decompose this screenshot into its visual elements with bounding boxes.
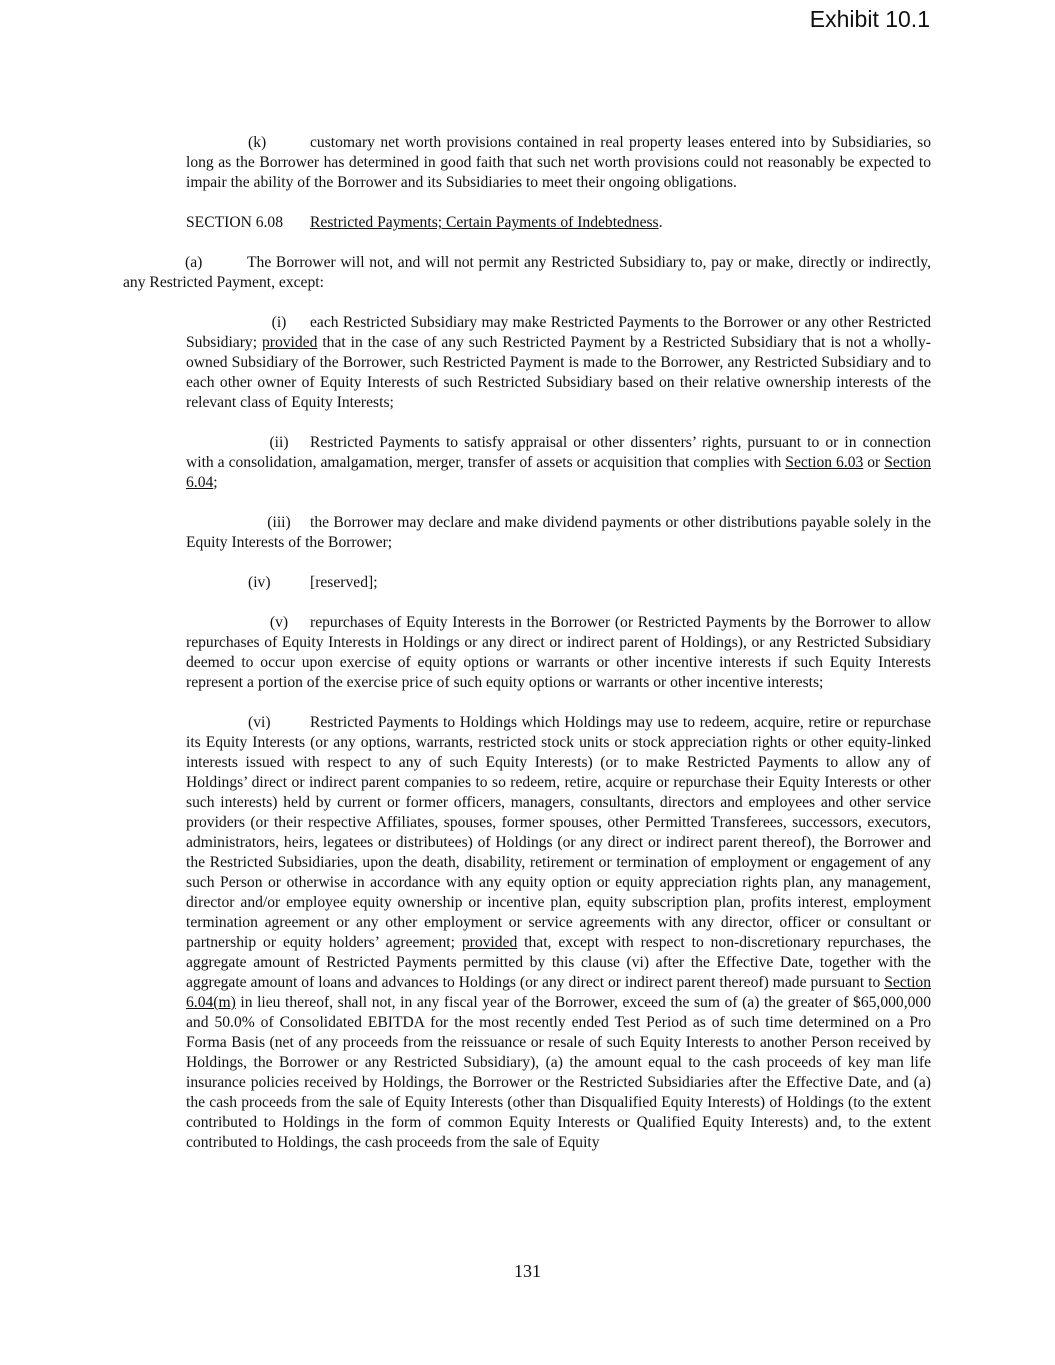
clause-text: [reserved];	[310, 574, 378, 591]
exhibit-label: Exhibit 10.1	[809, 6, 930, 32]
clause-label: (ii)	[269, 434, 289, 451]
clause-text: repurchases of Equity Interests in the Borrower (or Restricted Payments by the Borrower to allow repurchases of Equity Interests in Holdings or any direct or indirect parent of Holdings), or any Restricted Subsidiary deemed to occur upon exercise of equity options or warrants or other incentive interests if such Equity Interests represent a portion of the exercise price of such equity options or warrants or other incentive interests;	[186, 614, 931, 691]
section-reference: Section 6.04(m)	[186, 974, 931, 1011]
clause-iii	[186, 513, 931, 553]
clause-label: (vi)	[248, 714, 271, 731]
clause-v	[186, 613, 931, 693]
section-number: SECTION 6.08	[186, 214, 284, 231]
clause-label: (k)	[248, 134, 267, 151]
clause-text: customary net worth provisions contained in real property leases entered into by Subsidiaries, so long as the Borrower has determined in good faith that such net worth provisions could not reasonably be expected to impair the ability of the Borrower and its Subsidiaries to meet their ongoing obligations.	[186, 134, 931, 191]
clause-text: the Borrower may declare and make dividend payments or other distributions payable solely in the Equity Interests of the Borrower;	[186, 514, 931, 551]
clause-label: (iii)	[267, 514, 291, 531]
provided-term: provided	[261, 334, 318, 351]
provided-term: provided	[461, 934, 518, 951]
document-body	[123, 133, 931, 1173]
clause-text: The Borrower will not, and will not permit any Restricted Subsidiary to, pay or make, directly or indirectly, any Restricted Payment, except:	[123, 254, 931, 291]
clause-a	[123, 253, 931, 293]
section-heading: SECTION 6.08 Restricted Payments; Certain Payments of Indebtedness.	[186, 214, 663, 231]
clause-label: (i)	[271, 314, 287, 331]
clause-vi: (vi) Restricted Payments to Holdings which Holdings may use to redeem, acquire, retire or repurchase its Equity Interests (or any options, warrants, restricted stock units or stock appreciation rights or other equity-linked interests issued with respect to any of such Equity Interests) (or to make Restricted Payments to allow any of Holdings’ direct or indirect parent companies to so redeem, retire, acquire or repurchase their Equity Interests or other such interests) held by current or former officers, managers, consultants, directors and employees and other service providers (or their respective Affiliates, spouses, former spouses, other Permitted Transferees, successors, executors, administrators, heirs, legatees or distributees) of Holdings (or any direct or indirect parent thereof), the Borrower and the Restricted Subsidiaries, upon the death, disability, retirement or termination of employment or engagement of any such Person or otherwise in accordance with any equity option or equity appreciation rights plan, any management, director and/or employee equity ownership or incentive plan, equity subscription plan, profits interest, employment termination agreement or any other employment or service agreements with any director, officer or consultant or partnership or equity holders’ agreement; provided that, except with respect to non-discretionary repurchases, the aggregate amount of Restricted Payments permitted by this clause (vi) after the Effective Date, together with the aggregate amount of loans and advances to Holdings (or any direct or indirect parent thereof) made pursuant to Section 6.04(m) in lieu thereof, shall not, in any fiscal year of the Borrower, exceed the sum of (a) the greater of $65,000,000 and 50.0% of Consolidated EBITDA for the most recently ended Test Period as of such time determined on a Pro Forma Basis (net of any proceeds from the reissuance or resale of such Equity Interests to another Person received by Holdings, the Borrower or any Restricted Subsidiary), (a) the amount equal to the cash proceeds of key man life insurance policies received by Holdings, the Borrower or the Restricted Subsidiaries after the Effective Date, and (a) the cash proceeds from the sale of Equity Interests (other than Disqualified Equity Interests) of Holdings (to the extent contributed to Holdings in the form of common Equity Interests or Qualified Equity Interests) and, to the extent contributed to Holdings, the cash proceeds from the sale of Equity	[186, 714, 931, 1151]
section-reference: Section 6.03	[785, 454, 864, 471]
clause-label: (a)	[185, 254, 203, 271]
clause-ii: (ii) Restricted Payments to satisfy appraisal or other dissenters’ rights, pursuant to or in connection with a consolidation, amalgamation, merger, transfer of assets or acquisition that complies with Section 6.03 or Section 6.04;	[186, 434, 931, 491]
page-number: 131	[514, 1261, 541, 1281]
clause-i: (i) each Restricted Subsidiary may make Restricted Payments to the Borrower or any other Restricted Subsidiary; provided that in the case of any such Restricted Payment by a Restricted Subsidiary that is not a wholly-owned Subsidiary of the Borrower, such Restricted Payment is made to the Borrower, any Restricted Subsidiary and to each other owner of Equity Interests of such Restricted Subsidiary based on their relative ownership interests of the relevant class of Equity Interests;	[186, 314, 931, 411]
clause-label: (iv)	[248, 574, 271, 591]
section-title: Restricted Payments; Certain Payments of Indebtedness	[310, 214, 659, 231]
section-reference: Section 6.04	[186, 454, 931, 491]
clause-k	[186, 133, 931, 193]
clause-iv	[186, 573, 931, 593]
clause-label: (v)	[269, 614, 289, 631]
